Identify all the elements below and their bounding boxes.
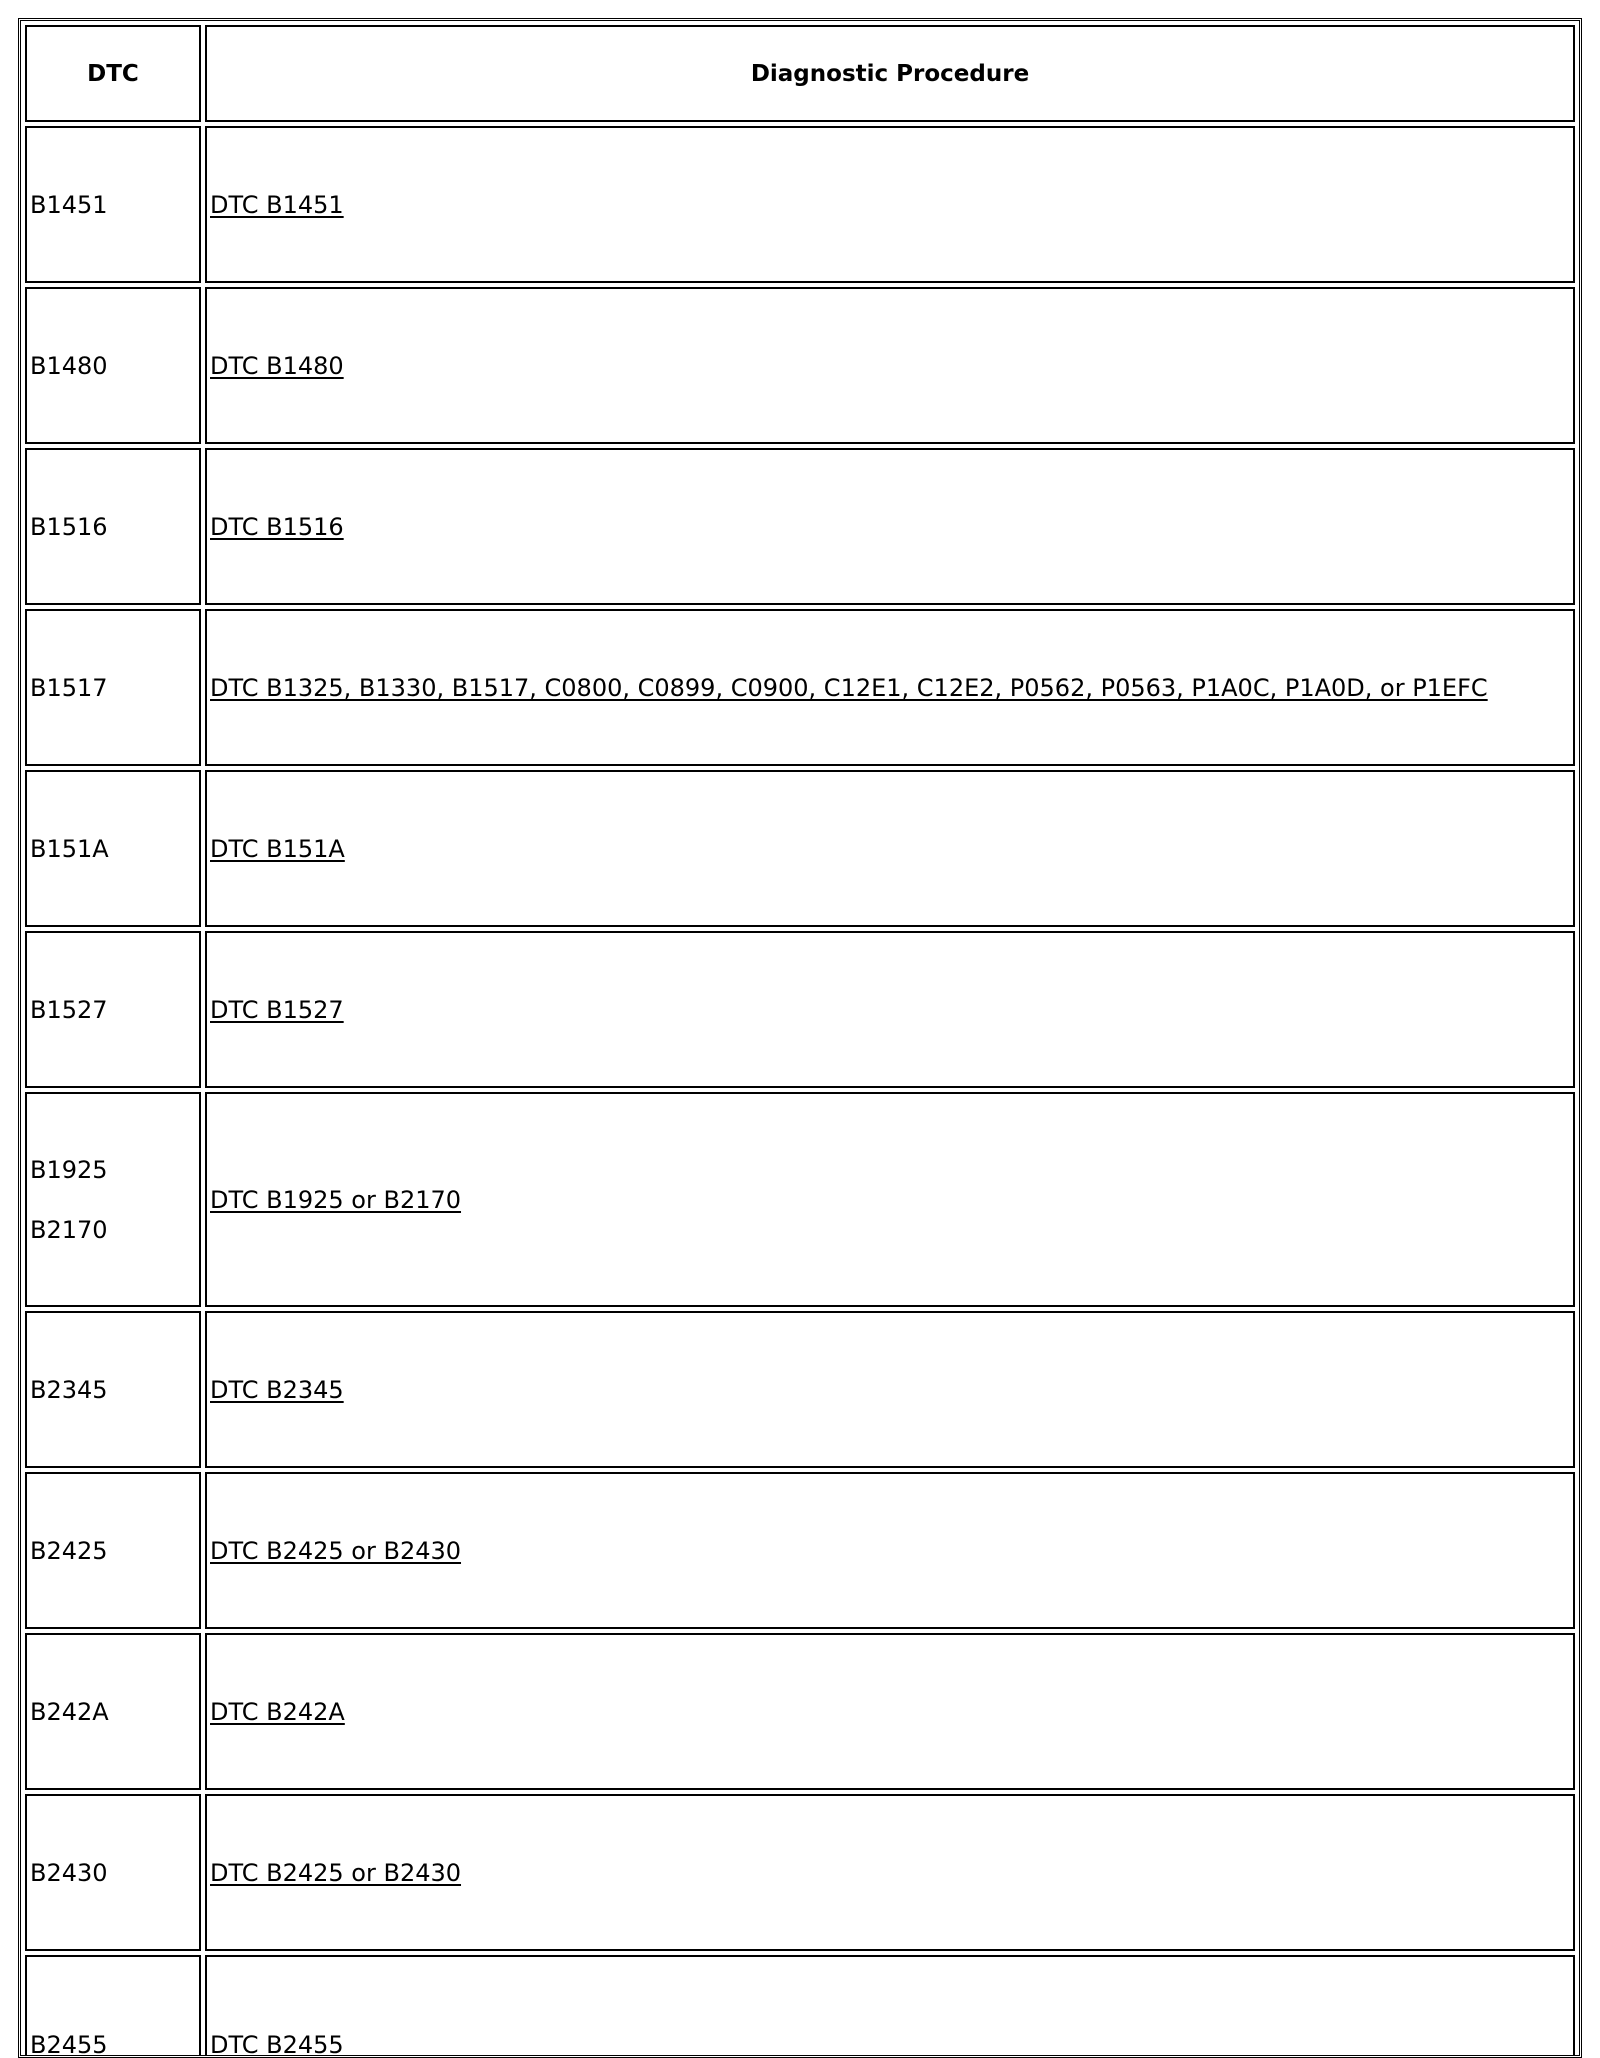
procedure-cell — [205, 609, 1575, 766]
table-row — [25, 1955, 1575, 2058]
dtc-code: B2425 — [30, 1536, 108, 1565]
procedure-link[interactable]: DTC B2455 — [210, 2031, 344, 2058]
procedure-cell — [205, 931, 1575, 1088]
dtc-code-cell — [25, 1092, 201, 1307]
procedure-cell — [205, 1955, 1575, 2058]
dtc-code: B2430 — [30, 1858, 108, 1887]
table-header-row — [25, 25, 1575, 122]
dtc-code-cell — [25, 1311, 201, 1468]
procedure-link[interactable]: DTC B2345 — [210, 1375, 344, 1404]
procedure-cell — [205, 126, 1575, 283]
dtc-code: B2455 — [30, 2031, 108, 2058]
dtc-code-cell — [25, 1633, 201, 1790]
table-row — [25, 126, 1575, 283]
procedure-link[interactable]: DTC B151A — [210, 834, 345, 863]
table-row — [25, 1092, 1575, 1307]
dtc-code-cell — [25, 931, 201, 1088]
procedure-column-header: Diagnostic Procedure — [205, 25, 1575, 122]
dtc-code-cell — [25, 609, 201, 766]
dtc-code: B1925 — [30, 1155, 108, 1184]
procedure-cell — [205, 1794, 1575, 1951]
dtc-code-cell — [25, 1472, 201, 1629]
dtc-code-cell — [25, 1955, 201, 2058]
table-row — [25, 1311, 1575, 1468]
table-row — [25, 1794, 1575, 1951]
procedure-cell — [205, 770, 1575, 927]
procedure-cell — [205, 1092, 1575, 1307]
dtc-code: B2170 — [30, 1215, 108, 1244]
table-row — [25, 931, 1575, 1088]
table-row — [25, 770, 1575, 927]
dtc-code: B1517 — [30, 673, 108, 702]
table-row — [25, 287, 1575, 444]
table-row — [25, 1472, 1575, 1629]
dtc-table — [21, 21, 1579, 2058]
dtc-code: B1480 — [30, 351, 108, 380]
procedure-link[interactable]: DTC B2425 or B2430 — [210, 1858, 462, 1887]
dtc-code: B2345 — [30, 1375, 108, 1404]
table-row — [25, 609, 1575, 766]
table-row — [25, 448, 1575, 605]
procedure-link[interactable]: DTC B1925 or B2170 — [210, 1185, 462, 1214]
procedure-link[interactable]: DTC B1516 — [210, 512, 344, 541]
dtc-code: B151A — [30, 834, 109, 863]
dtc-code: B242A — [30, 1697, 109, 1726]
procedure-link[interactable]: DTC B242A — [210, 1697, 345, 1726]
dtc-code-cell — [25, 126, 201, 283]
dtc-code: B1527 — [30, 995, 108, 1024]
procedure-cell — [205, 1472, 1575, 1629]
table-body — [25, 126, 1575, 2058]
dtc-code: B1451 — [30, 190, 108, 219]
dtc-code-cell — [25, 1794, 201, 1951]
procedure-cell — [205, 1633, 1575, 1790]
procedure-link[interactable]: DTC B2425 or B2430 — [210, 1536, 462, 1565]
dtc-code-cell — [25, 287, 201, 444]
procedure-link[interactable]: DTC B1480 — [210, 351, 344, 380]
dtc-table-container — [18, 18, 1582, 2058]
procedure-link[interactable]: DTC B1325, B1330, B1517, C0800, C0899, C0900, C12E1, C12E2, P0562, P0563, P1A0C, P1A0D, or P1EFC — [210, 673, 1488, 702]
table-row — [25, 1633, 1575, 1790]
dtc-column-header: DTC — [25, 25, 201, 122]
dtc-code-cell — [25, 770, 201, 927]
procedure-cell — [205, 1311, 1575, 1468]
procedure-cell — [205, 448, 1575, 605]
procedure-cell — [205, 287, 1575, 444]
procedure-link[interactable]: DTC B1527 — [210, 995, 344, 1024]
dtc-code-cell — [25, 448, 201, 605]
procedure-link[interactable]: DTC B1451 — [210, 190, 344, 219]
dtc-code: B1516 — [30, 512, 108, 541]
